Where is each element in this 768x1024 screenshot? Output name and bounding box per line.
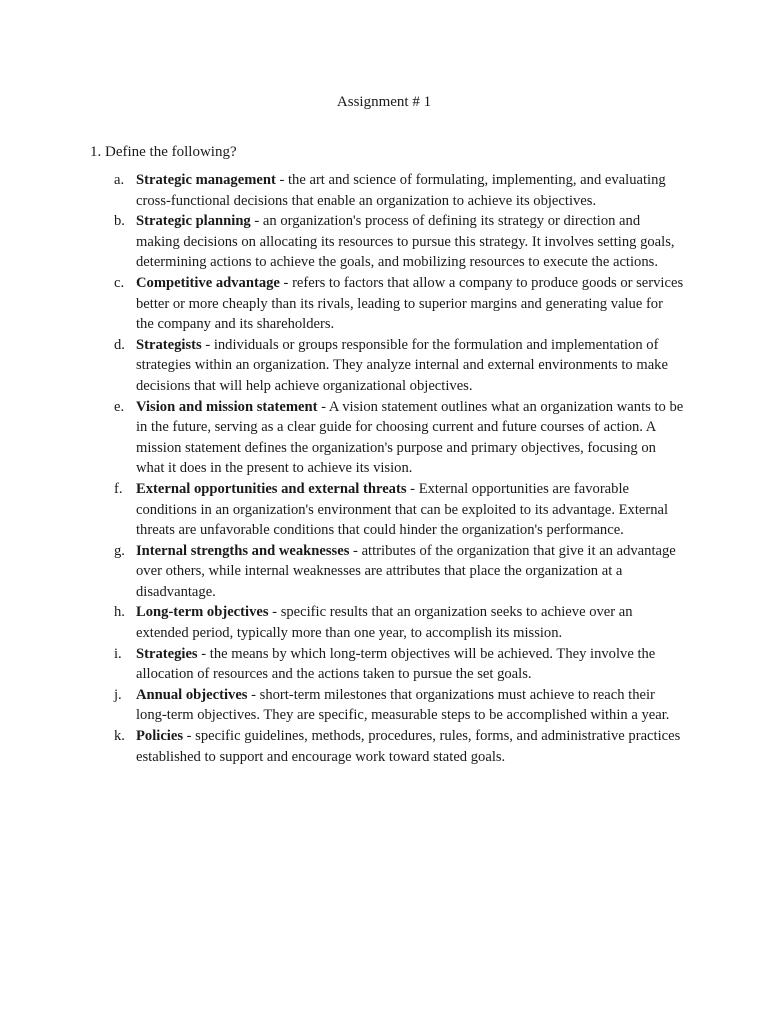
item-marker: e.	[114, 398, 125, 415]
definition-term: Policies	[136, 728, 184, 745]
item-marker: h.	[114, 604, 125, 621]
definition-term: Internal strengths and weaknesses	[136, 542, 350, 559]
definition-list	[0, 170, 768, 767]
item-marker: a.	[114, 172, 125, 188]
definition-term: Strategic planning	[136, 213, 251, 230]
definition-term: Competitive advantage	[136, 274, 280, 291]
definition-item	[0, 685, 768, 726]
definition-term: External opportunities and external threats	[136, 480, 407, 497]
definition-text: - individuals or groups responsible for the formulation and implementation of strategies within an organization. They analyze internal and external environments to make decisions that will help achieve organizational objectives.	[136, 336, 668, 394]
question-heading: 1. Define the following?	[90, 144, 237, 160]
page-title: Assignment # 1	[336, 94, 432, 110]
definition-text: - an organization's process of defining its strategy or direction and making decisions on allocating its resources to pursue this strategy. It involves setting goals, determining actions to achieve the goals, and mobilizing resources to execute the actions.	[136, 213, 675, 271]
item-marker: b.	[114, 213, 125, 230]
item-marker: d.	[114, 336, 125, 353]
definition-text: - the art and science of formulating, implementing, and evaluating cross-functional decisions that enable an organization to achieve its objectives.	[136, 172, 666, 209]
definition-text: - refers to factors that allow a company to produce goods or services better or more cheaply than its rivals, leading to superior margins and generating value for the company and its shareholders.	[136, 274, 684, 333]
definition-item	[0, 479, 768, 541]
definition-item	[0, 335, 768, 397]
item-marker: g.	[114, 542, 125, 559]
item-marker: j.	[114, 686, 122, 703]
definition-item	[0, 541, 768, 603]
definition-item	[0, 644, 768, 685]
definition-term: Annual objectives	[136, 686, 248, 703]
definition-term: Strategists	[136, 336, 202, 353]
definition-item	[0, 170, 768, 211]
definition-text: - specific results that an organization seeks to achieve over an extended period, typically more than one year, to accomplish its mission.	[136, 604, 633, 642]
definition-text: - specific guidelines, methods, procedures, rules, forms, and administrative practices established to support and encourage work toward stated goals.	[136, 728, 681, 765]
definition-text: - External opportunities are favorable conditions in an organization's environment that can be exploited to its advantage. External threats are unfavorable conditions that could hinder the organization's performance.	[136, 480, 669, 539]
item-marker: f.	[114, 480, 123, 497]
definition-term: Strategies	[136, 645, 198, 662]
definition-text: - A vision statement outlines what an organization wants to be in the future, serving as a clear guide for choosing current and future courses of action. A mission statement defines the organization's purpose and primary objectives, focusing on what it does in the present to achieve its vision.	[136, 398, 684, 477]
definition-text: - the means by which long-term objectives will be achieved. They involve the allocation of resources and the actions taken to pursue the set goals.	[136, 645, 656, 683]
definition-term: Strategic management	[136, 172, 276, 188]
item-marker: k.	[114, 728, 125, 745]
definition-item	[0, 602, 768, 643]
definition-item	[0, 726, 768, 767]
definition-term: Long-term objectives	[136, 604, 269, 621]
definition-item	[0, 397, 768, 479]
definition-text: - attributes of the organization that give it an advantage over others, while internal weaknesses are attributes that place the organization at a disadvantage.	[136, 542, 676, 600]
definition-item	[0, 273, 768, 335]
definition-term: Vision and mission statement	[136, 398, 318, 415]
item-marker: c.	[114, 274, 125, 291]
definition-item	[0, 211, 768, 273]
definition-text: - short-term milestones that organizations must achieve to reach their long-term objectives. They are specific, measurable steps to be accomplished within a year.	[136, 686, 670, 724]
item-marker: i.	[114, 645, 122, 662]
